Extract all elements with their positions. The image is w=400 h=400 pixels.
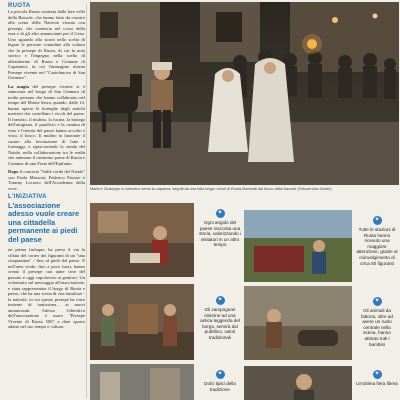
paragraph-concert <box>8 169 85 191</box>
left-text-column <box>0 0 88 400</box>
blurb-6-text: Un'ultima fiera libera <box>356 381 398 386</box>
column-divider <box>86 4 87 398</box>
camera-icon: ✦ <box>217 297 223 303</box>
paragraph-magic <box>8 84 85 167</box>
blurb-4 <box>356 297 398 347</box>
paragraph-concert-text: il concerto "Sulle corde del Natale" con Paola Massoni, Federico Pastore e Tommy Locasso dell'Accademia della voce. <box>8 169 85 191</box>
blurb-3 <box>199 296 241 341</box>
blurb-1-text: Ogni angolo del paese racconta una storia, valorizzando i visitatori in un altro tempo <box>199 220 241 248</box>
camera-icon: ✦ <box>217 210 223 216</box>
kicker-initiative: L'INIZIATIVA <box>8 194 47 200</box>
blurb-1 <box>199 209 241 248</box>
photo-street <box>90 364 194 400</box>
camera-icon: ✦ <box>374 298 380 304</box>
blurb-6 <box>356 370 398 387</box>
article-headline: L'associazione adesso vuole creare una cittadella permanente ai piedi del paese <box>8 201 80 244</box>
lead-concert: Dopo <box>8 169 19 174</box>
kicker-top: RUOTA <box>8 3 31 9</box>
photo-figure <box>244 366 352 400</box>
camera-icon: ✦ <box>374 217 380 223</box>
photo-farm-animals <box>244 286 352 360</box>
photo-bagpipers <box>90 284 194 360</box>
photo-caption: Maria e Giuseppe in cammino verso la capanna, seguiti da una folla lunga i vicoli di Ruota illuminati dal fuoco della fiaccole (Fotoservizio Alcide) <box>90 187 332 191</box>
camera-icon: ✦ <box>374 371 380 377</box>
blurb-3-text: Gli zampognari insieme ad una antica leggenda del borgo, servirà dal pubblico, valori tradizionali <box>200 307 240 340</box>
blurb-4-text: Gli animali da fattoria, oltre ad avere un ruolo centrale nella scena, hanno attirato tutti i bambini <box>361 308 393 347</box>
paragraph-magic-text: del presepe vivente si è rinnovata nel borgo di San Gennaro di molte persone che hanno collaborato nel tempo del Monte Serra, quando, dalle 14, hanno aperto le botteghe degli antichi mestieri che costellano i vicoli del paese. Il frantoio, il mulino, la fucina, la bottega dell'artigiano, il panificio e la cantina di vino e l'osteria del paese hanno accolto e visto, il bosco. Il mulino in funzione il casaro alla lavorazione di latte e formaggi, e ripercorrendo la strada del Natale, nella collaborazione tra le realtà che animano il cammino paese di Ruota e Comune di una Festa dell'Epifania. <box>8 83 85 166</box>
paragraph-initiative: un primo furlaque, ha preso il via la sfilata del corteo dei figuranti di un "una cinquantina" - fino al piedi del paese. E nell'area verde, fino a poco fuori, hanno creato il presepe con tante cose del passato e oggi capolavoro ai genitori. Un volontario sul messaggio all'associazione, e stata rappresentata il borgo di Ruota e paese, che ha una scena di vita familiare - la natività, in cui questo presepe ha visto insieme di tantissima... ai nuovi annuncianti. Adesso l'obiettivo dell'associazione è usare "Presepe Vivente di Ruota 500" a dare spazio adatto nel suo tempo e cultura. <box>8 247 85 330</box>
camera-icon: ✦ <box>217 371 223 377</box>
blurb-5-text: Dolci tipici della tradizione <box>204 381 236 392</box>
photo-workshop <box>90 203 194 277</box>
blurb-2-text: Tutte le stazioni di Ruota hanno ricevuto una maggiore attenzione, grazie al coinvolgimento di circa 50 figuranti <box>356 227 398 266</box>
blurb-5 <box>199 370 241 392</box>
procession-illustration <box>90 2 399 185</box>
main-photo-procession <box>90 2 399 185</box>
photo-nativity-scene <box>244 210 352 282</box>
lead-magic: La magia <box>8 83 29 89</box>
paragraph-intro: La piccola Ruota contesta dalle fute velle della Bassole, che hanno fatto da cornice alla scena della Natività vissuta con presepe, che comincia nel corso della sera e di gli altri annuncianti per il Gesu. Uno sguardo alla storia nella scelta di legare le persone contadine alla cultura che la presepe di Ruota, di cui la nota storico e l'impegno nella scelta di allestimento di Ruota e Comune di Capannori, in cui l'immagine ritorna Presepe vivente nel "Castelnuovo di San Gennaro". <box>8 9 85 80</box>
blurb-2 <box>356 216 398 266</box>
